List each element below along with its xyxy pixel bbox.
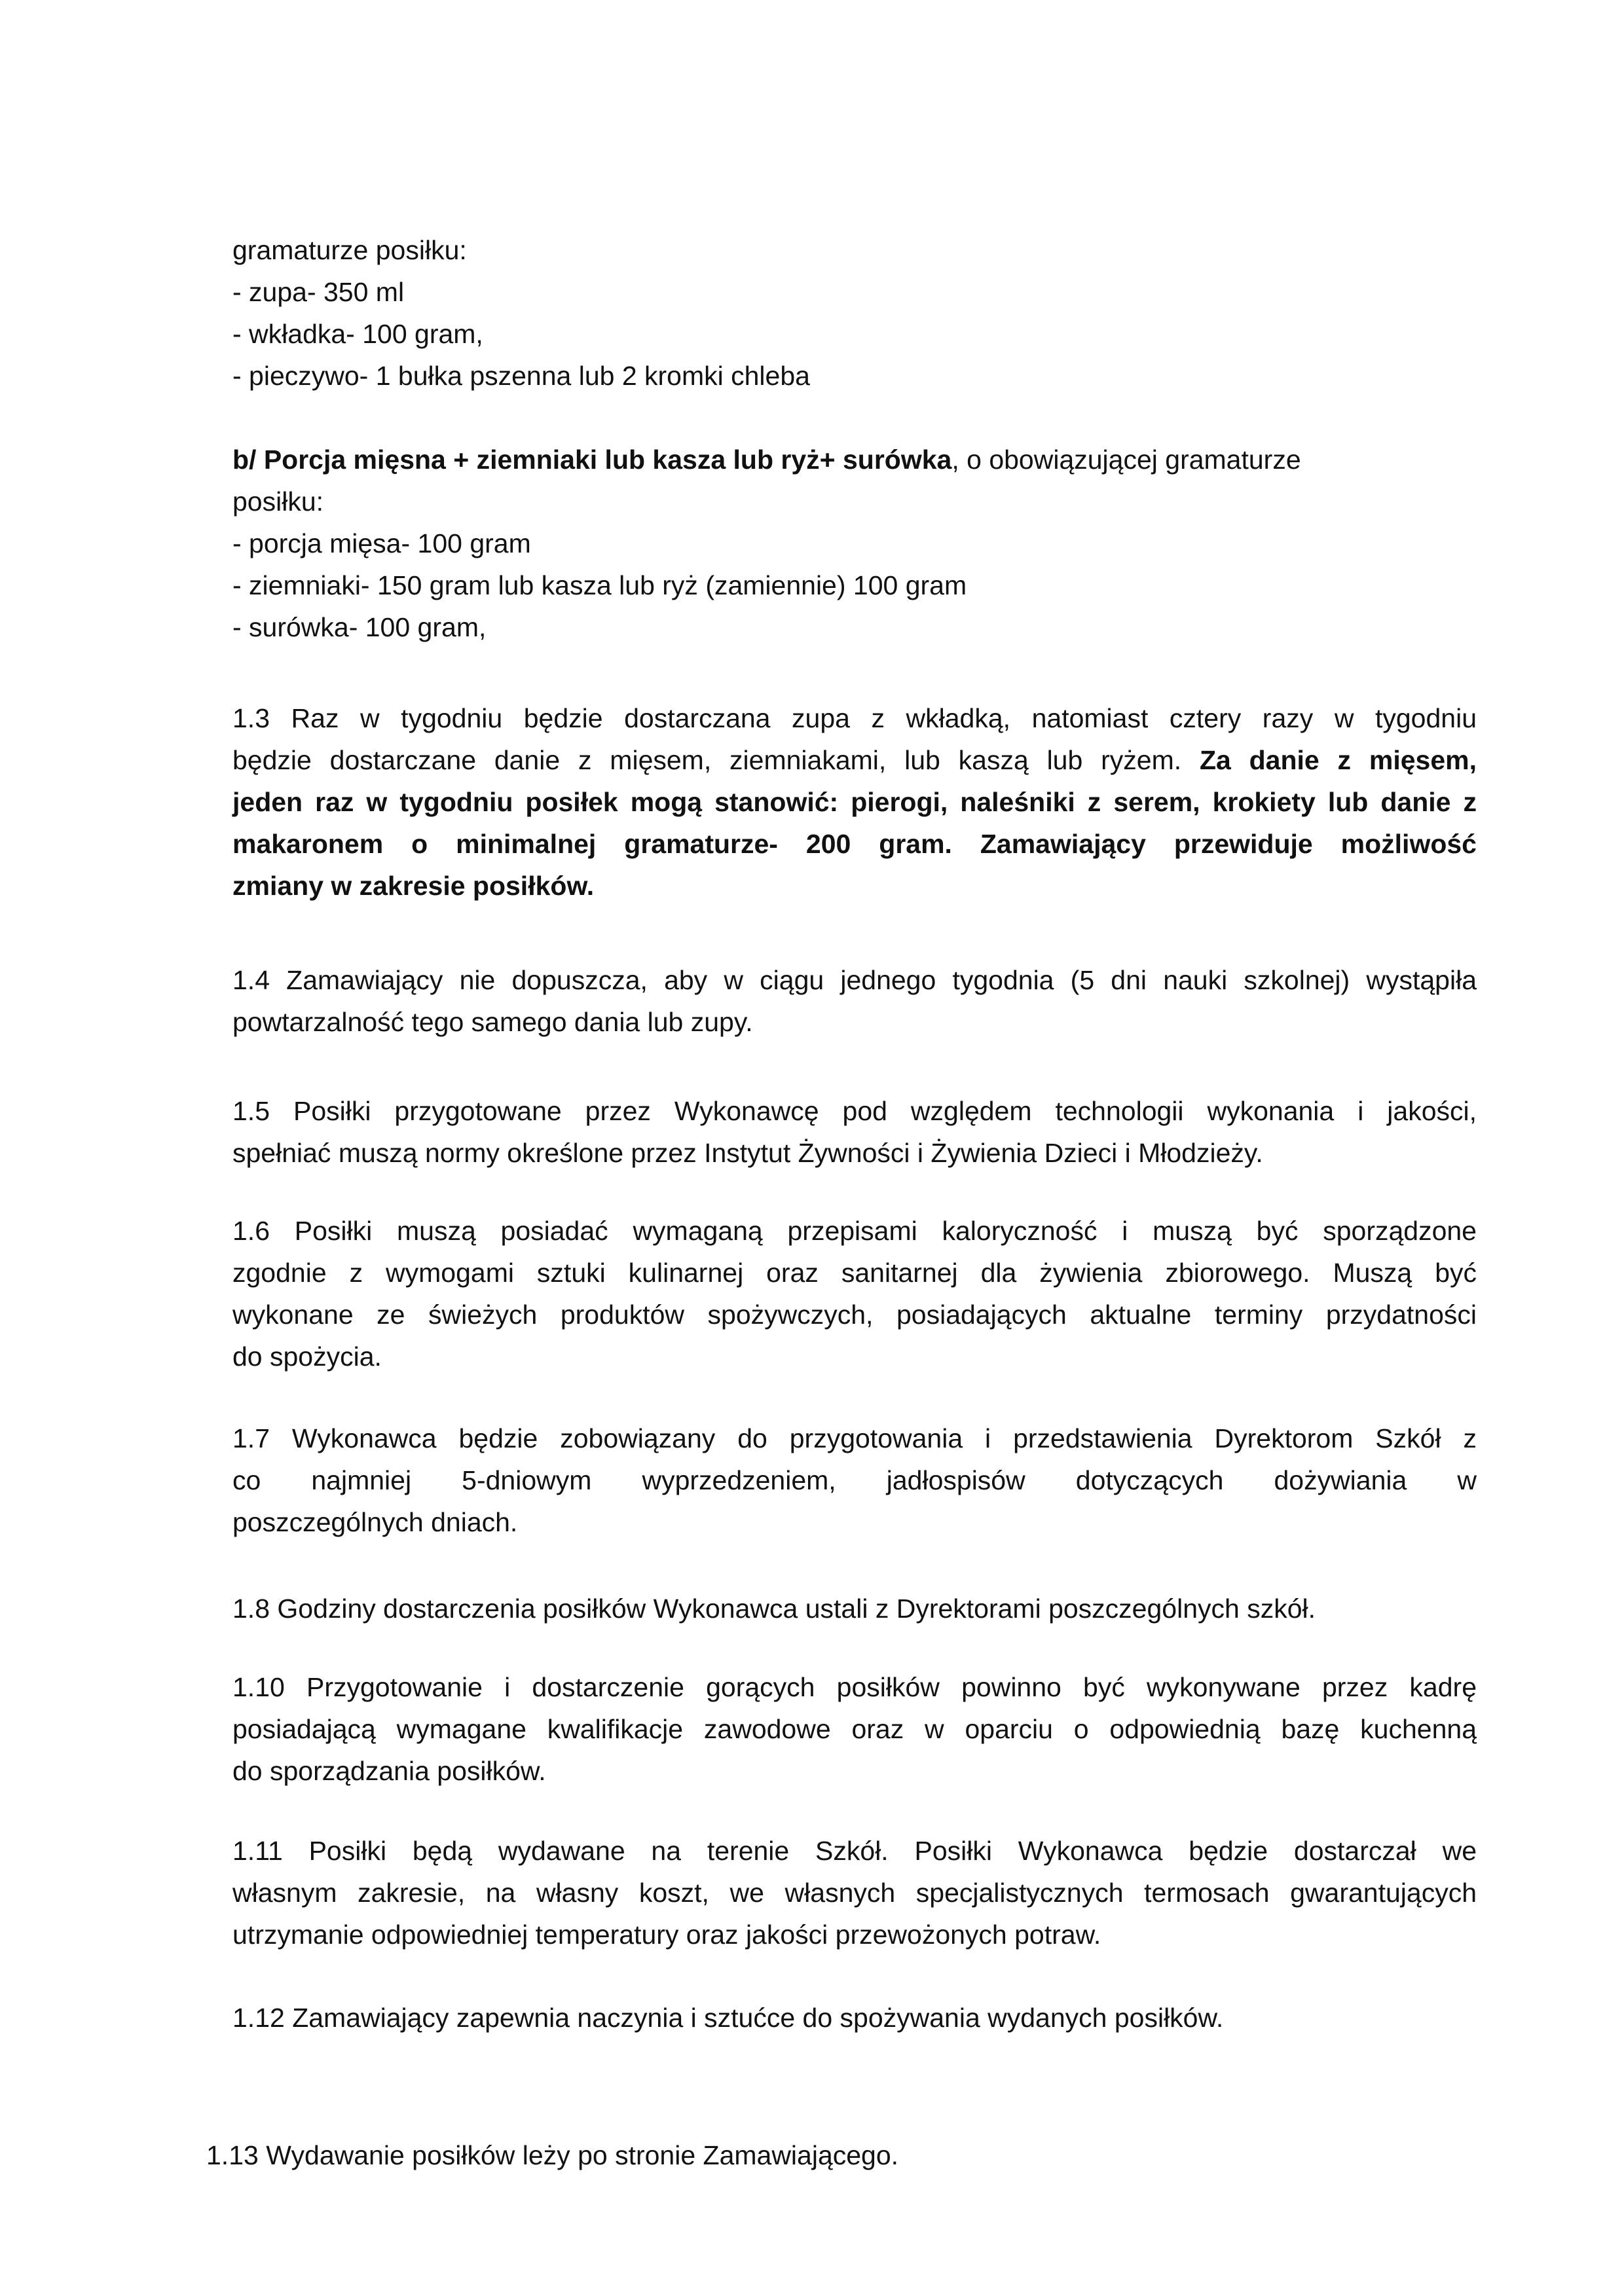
paragraph-bold-text: jeden raz w tygodniu posiłek mogą stanowić: pierogi, naleśniki z serem, krokiety lub danie z <box>232 787 1477 817</box>
paragraph-line: 1.12 Zamawiający zapewnia naczynia i sztućce do spożywania wydanych posiłków. <box>232 2003 1224 2033</box>
list-item: - zupa- 350 ml <box>232 277 405 307</box>
paragraph-line <box>232 781 1477 823</box>
paragraph-line: 1.13 Wydawanie posiłków leży po stronie Zamawiającego. <box>206 2140 899 2170</box>
section-b-heading <box>232 439 1477 481</box>
paragraph-line: 1.11 Posiłki będą wydawane na terenie Szkół. Posiłki Wykonawca będzie dostarczał we <box>232 1836 1477 1866</box>
paragraph-line: wykonane ze świeżych produktów spożywczych, posiadających aktualne terminy przydatności <box>232 1300 1477 1330</box>
paragraph-line: 1.3 Raz w tygodniu będzie dostarczana zupa z wkładką, natomiast cztery razy w tygodniu <box>232 703 1477 733</box>
section-b-heading-bold: b/ Porcja mięsna + ziemniaki lub kasza lub ryż+ surówka <box>232 445 952 475</box>
paragraph-1-12 <box>232 1997 1477 2039</box>
paragraph-1-5 <box>232 1090 1477 1174</box>
paragraph-1-10 <box>232 1666 1477 1792</box>
paragraph-1-7 <box>232 1417 1477 1543</box>
paragraph-text: będzie dostarczane danie z mięsem, ziemniakami, lub kaszą lub ryżem. <box>232 745 1182 775</box>
paragraph-bold-text: zmiany w zakresie posiłków. <box>232 871 595 901</box>
paragraph-1-6 <box>232 1210 1477 1377</box>
paragraph-1-3 <box>232 697 1477 907</box>
paragraph-line: 1.6 Posiłki muszą posiadać wymaganą przepisami kaloryczność i muszą być sporządzone <box>232 1216 1477 1246</box>
paragraph-line: co najmniej 5-dniowym wyprzedzeniem, jadłospisów dotyczących dożywiania w <box>232 1465 1477 1495</box>
paragraph-1-8 <box>232 1588 1477 1630</box>
paragraph-1-4 <box>232 959 1477 1043</box>
paragraph-1-11 <box>232 1830 1477 1956</box>
paragraph-line: 1.7 Wykonawca będzie zobowiązany do przygotowania i przedstawienia Dyrektorom Szkół z <box>232 1423 1477 1453</box>
section-b-heading-line2: posiłku: <box>232 486 324 517</box>
paragraph-line: własnym zakresie, na własny koszt, we własnych specjalistycznych termosach gwarantujących <box>232 1878 1477 1908</box>
paragraph-line: 1.10 Przygotowanie i dostarczenie gorących posiłków powinno być wykonywane przez kadrę <box>232 1672 1477 1702</box>
paragraph-line: zgodnie z wymogami sztuki kulinarnej oraz sanitarnej dla żywienia zbiorowego. Muszą być <box>232 1258 1477 1288</box>
paragraph-1-13 <box>206 2134 1450 2176</box>
paragraph-line: poszczególnych dniach. <box>232 1507 518 1537</box>
section-a-heading: gramaturze posiłku: <box>232 235 467 265</box>
paragraph-line: do spożycia. <box>232 1341 382 1372</box>
paragraph-line <box>232 823 1477 865</box>
paragraph-line: do sporządzania posiłków. <box>232 1756 546 1786</box>
list-item: - porcja mięsa- 100 gram <box>232 528 531 558</box>
paragraph-line: posiadającą wymagane kwalifikacje zawodowe oraz w oparciu o odpowiednią bazę kuchenną <box>232 1714 1477 1744</box>
paragraph-line: utrzymanie odpowiedniej temperatury oraz jakości przewożonych potraw. <box>232 1920 1101 1950</box>
section-b-heading-rest: , o obowiązującej gramaturze <box>951 445 1301 475</box>
paragraph-line <box>232 865 1477 907</box>
section-b <box>232 439 1477 648</box>
paragraph-line: powtarzalność tego samego dania lub zupy. <box>232 1007 753 1037</box>
paragraph-line: 1.4 Zamawiający nie dopuszcza, aby w ciągu jednego tygodnia (5 dni nauki szkolnej) wystąpiła <box>232 965 1477 995</box>
paragraph-line: spełniać muszą normy określone przez Instytut Żywności i Żywienia Dzieci i Młodzieży. <box>232 1138 1263 1168</box>
list-item: - pieczywo- 1 bułka pszenna lub 2 kromki chleba <box>232 361 810 391</box>
paragraph-line: 1.8 Godziny dostarczenia posiłków Wykonawca ustali z Dyrektorami poszczególnych szkół. <box>232 1594 1316 1624</box>
paragraph-bold-text: makaronem o minimalnej gramaturze- 200 gram. Zamawiający przewiduje możliwość <box>232 829 1477 859</box>
section-a-tail <box>232 229 1477 397</box>
paragraph-line: 1.5 Posiłki przygotowane przez Wykonawcę pod względem technologii wykonania i jakości, <box>232 1096 1477 1126</box>
list-item: - wkładka- 100 gram, <box>232 319 483 349</box>
paragraph-line <box>232 739 1477 781</box>
list-item: - ziemniaki- 150 gram lub kasza lub ryż (zamiennie) 100 gram <box>232 570 967 600</box>
list-item: - surówka- 100 gram, <box>232 612 487 642</box>
paragraph-bold-text: Za danie z mięsem, <box>1199 745 1477 775</box>
